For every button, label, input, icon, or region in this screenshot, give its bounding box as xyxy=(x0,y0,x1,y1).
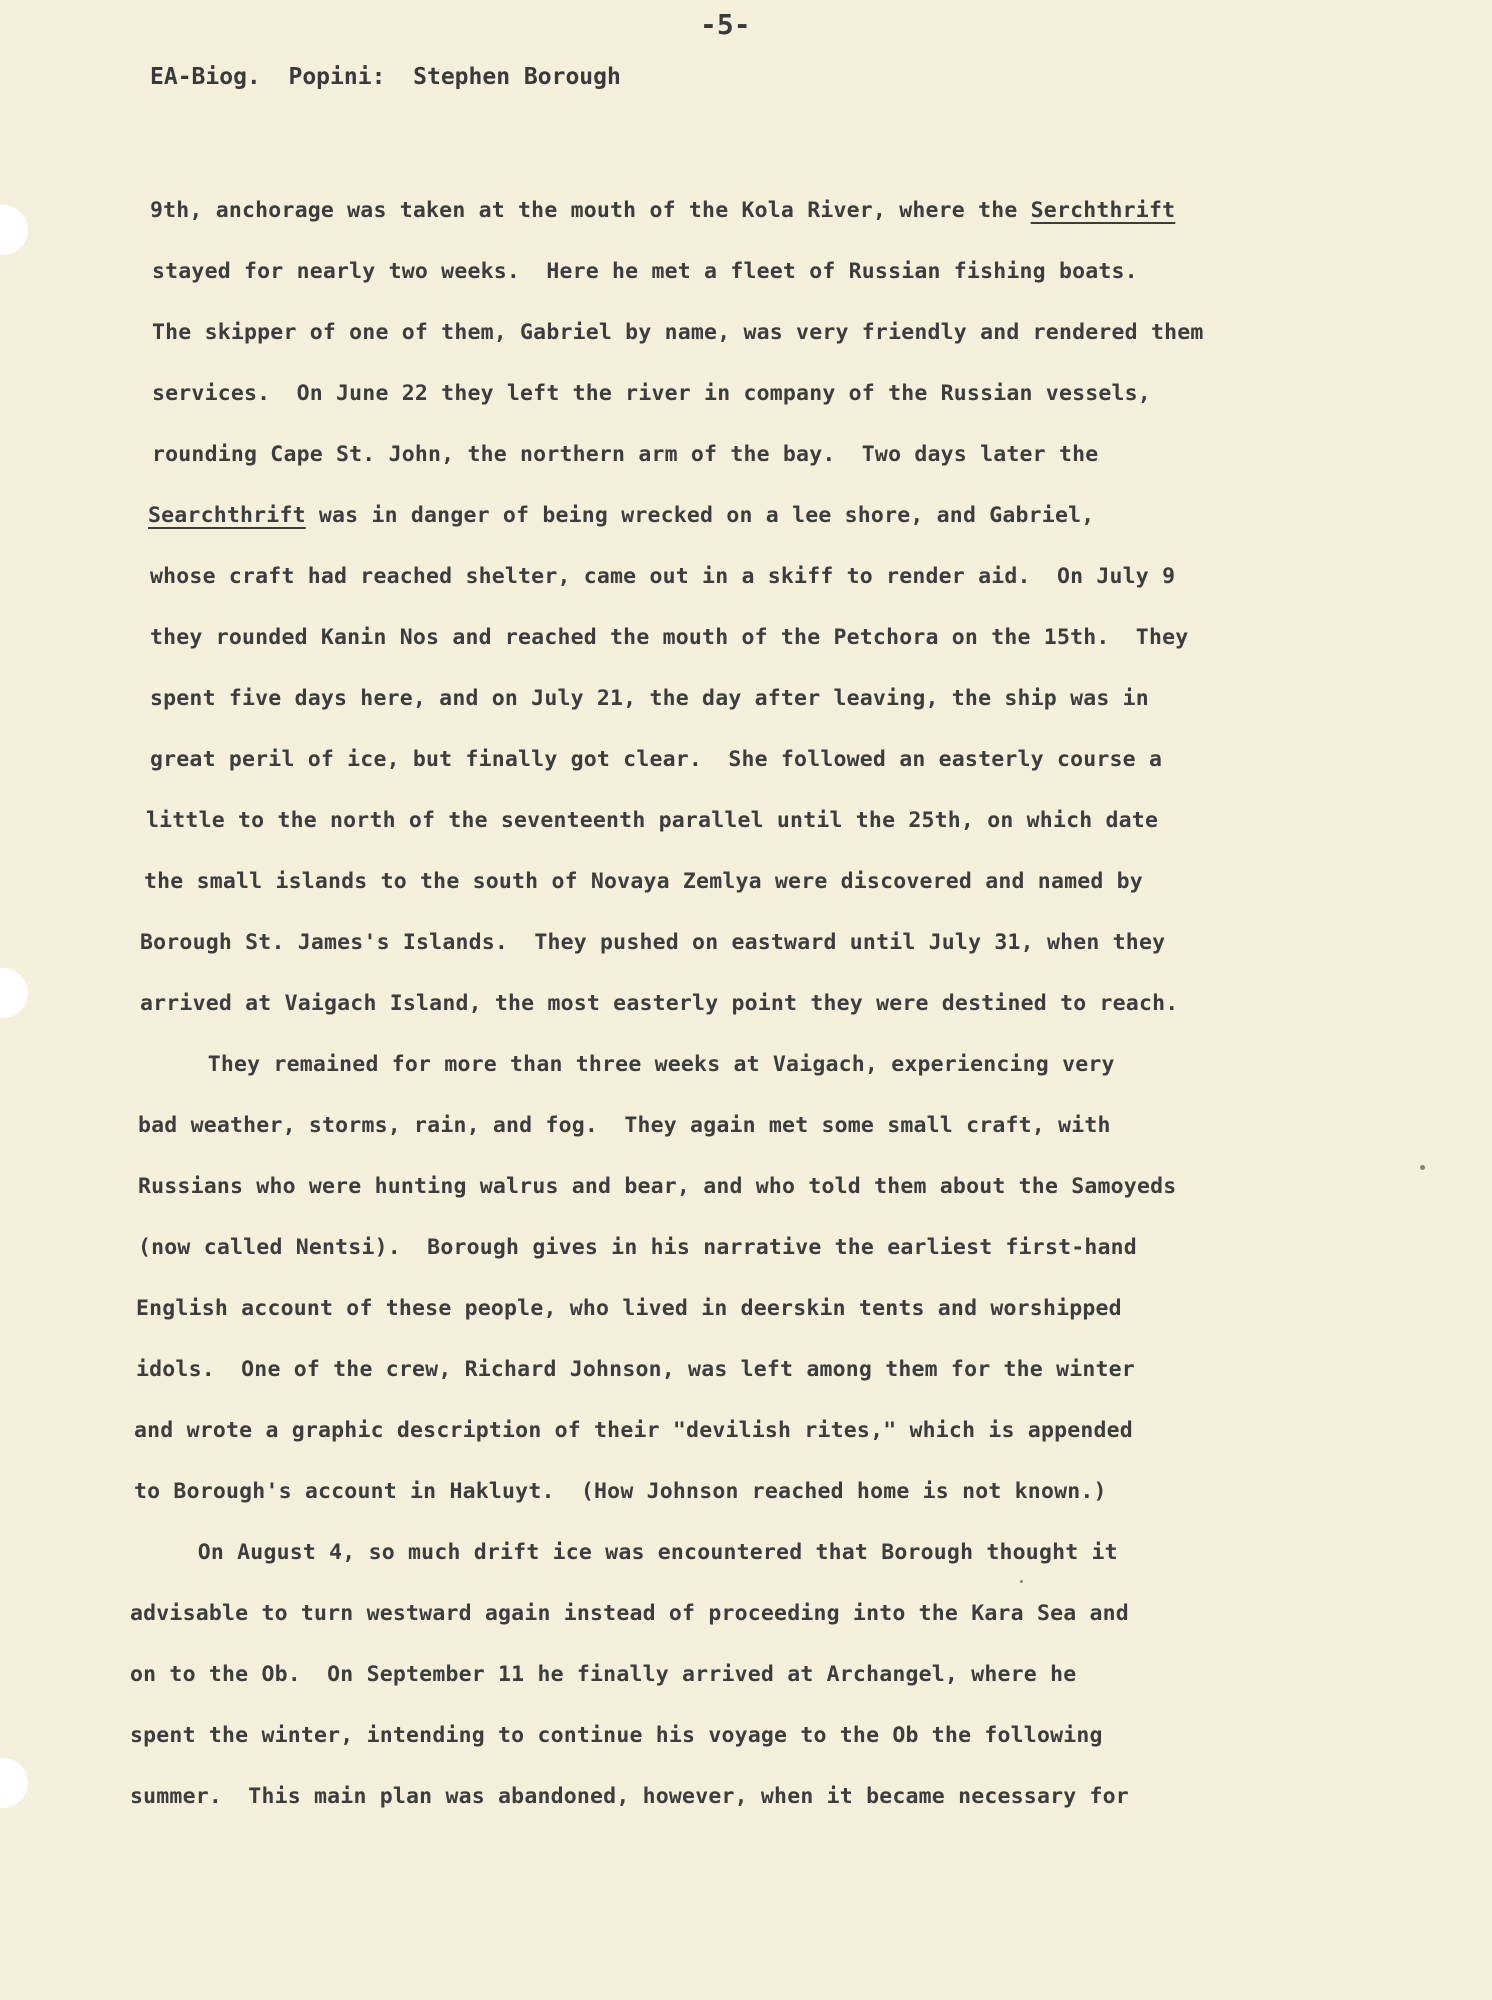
punch-hole xyxy=(0,205,28,255)
line-text: spent five days here, and on July 21, the day after leaving, the ship was in xyxy=(150,686,1149,711)
line-text: The skipper of one of them, Gabriel by name, was very friendly and rendered them xyxy=(152,320,1204,345)
text-line xyxy=(134,1461,1394,1522)
text-line xyxy=(130,1705,1390,1766)
line-text: and wrote a graphic description of their "devilish rites," which is appended xyxy=(134,1418,1133,1443)
text-line xyxy=(132,1522,1392,1583)
text-line xyxy=(152,302,1412,363)
line-text: on to the Ob. On September 11 he finally arrived at Archangel, where he xyxy=(130,1662,1077,1687)
line-text: (now called Nentsi). Borough gives in his narrative the earliest first-hand xyxy=(138,1235,1137,1260)
text-line xyxy=(150,607,1410,668)
text-line xyxy=(148,485,1408,546)
text-line xyxy=(136,1278,1396,1339)
text-line xyxy=(150,729,1410,790)
line-text: 9th, anchorage was taken at the mouth of the Kola River, where the xyxy=(150,198,1031,223)
text-line xyxy=(140,912,1400,973)
paper-speck xyxy=(1420,1165,1425,1170)
text-line xyxy=(130,1644,1390,1705)
header-author: Popini: xyxy=(288,64,386,90)
ship-name-underlined: Searchthrift xyxy=(148,503,306,528)
text-line xyxy=(136,1339,1396,1400)
line-text: spent the winter, intending to continue his voyage to the Ob the following xyxy=(130,1723,1103,1748)
punch-hole xyxy=(0,968,28,1018)
text-line xyxy=(150,180,1410,241)
line-text: rounding Cape St. John, the northern arm of the bay. Two days later the xyxy=(152,442,1099,467)
line-text: bad weather, storms, rain, and fog. They again met some small craft, with xyxy=(138,1113,1111,1138)
line-text: Russians who were hunting walrus and bear, and who told them about the Samoyeds xyxy=(138,1174,1177,1199)
page-number: -5- xyxy=(700,8,751,41)
line-text: English account of these people, who lived in deerskin tents and worshipped xyxy=(136,1296,1122,1321)
text-line xyxy=(150,546,1410,607)
text-line xyxy=(142,1034,1402,1095)
body-text xyxy=(130,180,1390,1827)
text-line xyxy=(134,1400,1394,1461)
line-text: to Borough's account in Hakluyt. (How Johnson reached home is not known.) xyxy=(134,1479,1107,1504)
punch-hole xyxy=(0,1758,28,1808)
text-line xyxy=(130,1766,1390,1827)
line-text: On August 4, so much drift ice was encountered that Borough thought it xyxy=(132,1540,1118,1565)
text-line xyxy=(152,424,1412,485)
line-text: great peril of ice, but finally got clear. She followed an easterly course a xyxy=(150,747,1163,772)
line-text-continued: was in danger of being wrecked on a lee shore, and Gabriel, xyxy=(305,503,1095,528)
line-text: services. On June 22 they left the river in company of the Russian vessels, xyxy=(152,381,1151,406)
text-line xyxy=(152,363,1412,424)
text-line xyxy=(138,1217,1398,1278)
text-line xyxy=(140,973,1400,1034)
line-text: advisable to turn westward again instead of proceeding into the Kara Sea and xyxy=(130,1601,1129,1626)
line-text: idols. One of the crew, Richard Johnson, was left among them for the winter xyxy=(136,1357,1135,1382)
text-line xyxy=(144,851,1404,912)
line-text: summer. This main plan was abandoned, however, when it became necessary for xyxy=(130,1784,1129,1809)
line-text: stayed for nearly two weeks. Here he met a fleet of Russian fishing boats. xyxy=(152,259,1138,284)
text-line xyxy=(150,668,1410,729)
ship-name-underlined: Serchthrift xyxy=(1030,198,1176,223)
text-line xyxy=(138,1156,1398,1217)
header-series: EA-Biog. xyxy=(150,64,261,90)
line-text: Borough St. James's Islands. They pushed on eastward until July 31, when they xyxy=(140,930,1166,955)
line-text: little to the north of the seventeenth parallel until the 25th, on which date xyxy=(146,808,1159,833)
text-line xyxy=(146,790,1406,851)
line-text: They remained for more than three weeks at Vaigach, experiencing very xyxy=(142,1052,1115,1077)
page-header xyxy=(150,64,621,90)
line-text: the small islands to the south of Novaya Zemlya were discovered and named by xyxy=(144,869,1143,894)
header-subject: Stephen Borough xyxy=(413,64,621,90)
line-text: arrived at Vaigach Island, the most easterly point they were destined to reach. xyxy=(140,991,1179,1016)
text-line xyxy=(152,241,1412,302)
line-text: they rounded Kanin Nos and reached the mouth of the Petchora on the 15th. They xyxy=(150,625,1189,650)
line-text: whose craft had reached shelter, came out in a skiff to render aid. On July 9 xyxy=(150,564,1176,589)
text-line xyxy=(130,1583,1390,1644)
text-line xyxy=(138,1095,1398,1156)
